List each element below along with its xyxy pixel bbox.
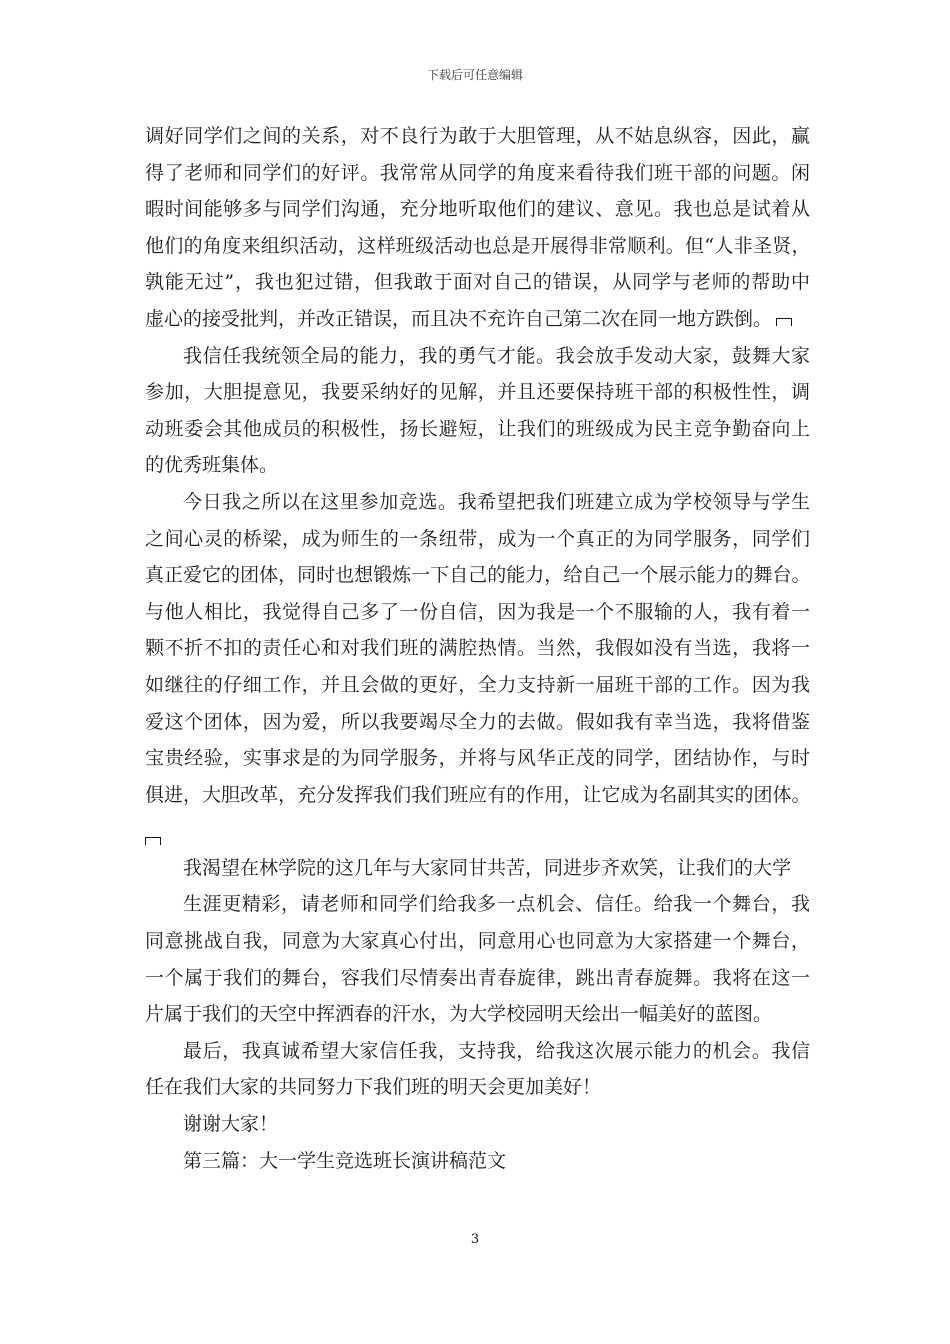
text-line: 一个属于我们的舞台，容我们尽情奏出青春旋律，跳出青春旋舞。我将在这一 [145,966,810,989]
page-header: 下载后可任意编辑 [426,68,523,82]
text-line: 得了老师和同学们的好评。我常常从同学的角度来看待我们班干部的问题。闲 [145,161,810,184]
text-line [145,813,810,850]
text-line: 与他人相比，我觉得自己多了一份自信，因为我是一个不服输的人，我有着一 [145,600,810,623]
text-line: 同意挑战自我，同意为大家真心付出，同意用心也同意为大家搭建一个舞台， [145,930,810,953]
text-line: 宝贵经验，实事求是的为同学服务，并将与风华正茂的同学，团结协作，与时 [145,747,810,770]
page-number: 3 [470,1232,480,1247]
text-line: 任在我们大家的共同努力下我们班的明天会更加美好！ [145,1076,602,1099]
text-span: 虚心的接受批判，并改正错误，而且决不充许自己第二次在同一地方跌倒。 [145,307,773,330]
text-line: 暇时间能够多与同学们沟通，充分地听取他们的建议、意见。我也总是试着从 [145,198,810,221]
text-line: 的优秀班集体。 [145,454,279,477]
text-line [145,301,810,338]
text-line: 之间心灵的桥梁，成为师生的一条纽带，成为一个真正的为同学服务，同学们 [145,527,810,550]
text-line: 今日我之所以在这里参加竞选。我希望把我们班建立成为学校领导与学生 [183,490,810,513]
text-line: 孰能无过”，我也犯过错，但我敢于面对自己的错误，从同学与老师的帮助中 [145,271,810,294]
section-heading: 第三篇：大一学生竞选班长演讲稿范文 [183,1149,507,1172]
paragraph-mark-icon [776,318,792,326]
text-line: 我渴望在林学院的这几年与大家同甘共苦，同进步齐欢笑，让我们的大学 [183,856,792,879]
text-line: 生涯更精彩，请老师和同学们给我多一点机会、信任。给我一个舞台，我 [183,893,810,916]
text-line: 谢谢大家！ [183,1113,279,1136]
text-line: 如继往的仔细工作，并且会做的更好，全力支持新一届班干部的工作。因为我 [145,673,810,696]
text-line: 颗不折不扣的责任心和对我们班的满腔热情。当然，我假如没有当选，我将一 [145,637,810,660]
text-line: 他们的角度来组织活动，这样班级活动也总是开展得非常顺利。但“人非圣贤， [145,234,810,257]
text-line: 最后，我真诚希望大家信任我，支持我，给我这次展示能力的机会。我信 [183,1039,810,1062]
text-line: 动班委会其他成员的积极性，扬长避短，让我们的班级成为民主竞争勤奋向上 [145,417,810,440]
text-line: 真正爱它的团体，同时也想锻炼一下自己的能力，给自己一个展示能力的舞台。 [145,564,810,587]
text-line: 爱这个团体，因为爱，所以我要竭尽全力的去做。假如我有幸当选，我将借鉴 [145,710,810,733]
text-line: 参加，大胆提意见，我要采纳好的见解，并且还要保持班干部的积极性性，调 [145,381,810,404]
document-body [145,118,810,1179]
text-line: 我信任我统领全局的能力，我的勇气才能。我会放手发动大家，鼓舞大家 [183,344,810,367]
text-line: 俱进，大胆改革，充分发挥我们我们班应有的作用，让它成为名副其实的团体。 [145,783,810,806]
text-line: 调好同学们之间的关系，对不良行为敢于大胆管理，从不姑息纵容，因此，赢 [145,125,810,147]
text-line: 片属于我们的天空中挥洒春的汗水，为大学校园明天绘出一幅美好的蓝图。 [145,1003,773,1026]
paragraph-mark-icon [145,837,161,845]
